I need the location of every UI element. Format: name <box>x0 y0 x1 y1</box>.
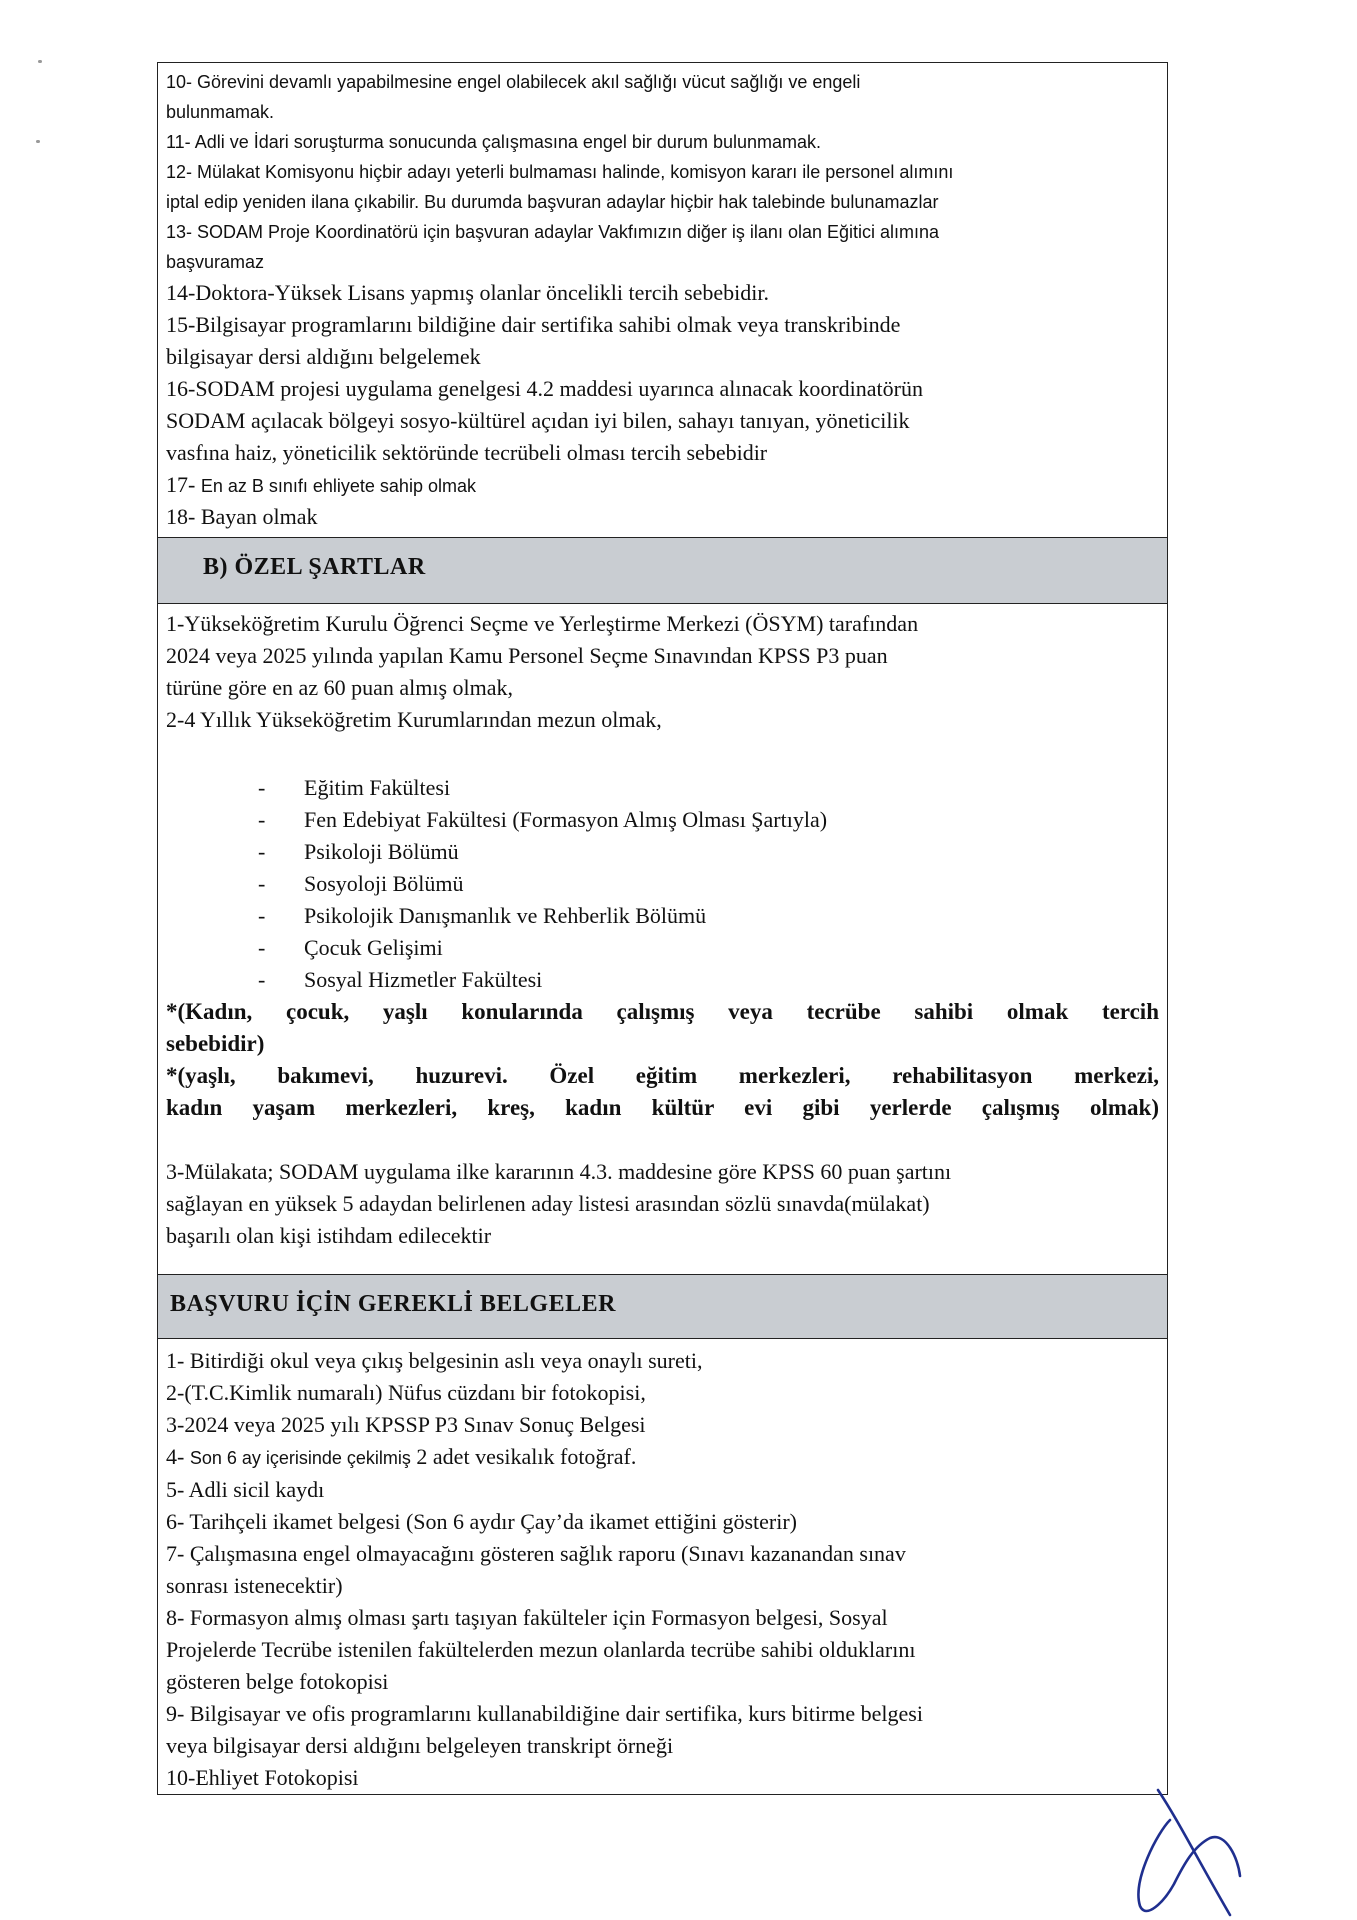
document-line: 2-(T.C.Kimlik numaralı) Nüfus cüzdanı bir fotokopisi, <box>166 1380 646 1405</box>
condition-line: 16-SODAM projesi uygulama genelgesi 4.2 maddesi uyarınca alınacak koordinatörün <box>166 376 923 401</box>
condition-line: 15-Bilgisayar programlarını bildiğine dair sertifika sahibi olmak veya transkribinde <box>166 312 901 337</box>
document-line-part: 2 adet vesikalık fotoğraf. <box>410 1444 637 1469</box>
condition-line: 11- Adli ve İdari soruşturma sonucunda çalışmasına engel bir durum bulunmamak. <box>166 132 821 152</box>
scan-speck <box>36 140 40 143</box>
document-line: 5- Adli sicil kaydı <box>166 1477 325 1502</box>
special-condition-line: 1-Yükseköğretim Kurulu Öğrenci Seçme ve Yerleştirme Merkezi (ÖSYM) tarafından <box>166 611 919 636</box>
general-conditions-list <box>166 67 1159 469</box>
document-line-part: Son 6 ay içerisinde çekilmiş <box>189 1448 411 1468</box>
document-line: sonrası istenecektir) <box>166 1573 343 1598</box>
document-line: Projelerde Tecrübe istenilen fakültelerden mezun olanlarda tecrübe sahibi olduklarını <box>166 1637 916 1662</box>
scan-speck <box>38 60 42 63</box>
condition-line: iptal edip yeniden ilana çıkabilir. Bu durumda başvuran adaylar hiçbir hak talebinde bulunamazlar <box>166 192 939 212</box>
faculty-item: - Psikolojik Danışmanlık ve Rehberlik Bölümü <box>166 900 1159 932</box>
document-line: veya bilgisayar dersi aldığını belgeleyen transkript örneği <box>166 1733 674 1758</box>
condition-line: 13- SODAM Proje Koordinatörü için başvuran adaylar Vakfımızın diğer iş ilanı olan Eğitici alımına <box>166 222 940 242</box>
faculty-item: - Fen Edebiyat Fakültesi (Formasyon Almış Olması Şartıyla) <box>166 804 1159 836</box>
signature-mark <box>1118 1780 1278 1920</box>
condition-line: vasfına haiz, yöneticilik sektöründe tecrübeli olması tercih sebebidir <box>166 440 768 465</box>
condition-item-17 <box>166 469 1159 501</box>
required-documents-list <box>166 1345 1159 1794</box>
interview-line: başarılı olan kişi istihdam edilecektir <box>166 1223 492 1248</box>
special-conditions-title: B) ÖZEL ŞARTLAR <box>203 554 426 580</box>
faculty-item: - Eğitim Fakültesi <box>166 772 1159 804</box>
required-documents-title: BAŞVURU İÇİN GEREKLİ BELGELER <box>170 1291 616 1317</box>
spacer <box>166 1124 1159 1156</box>
preference-note-line: *(yaşlı, bakımevi, huzurevi. Özel eğitim merkezleri, rehabilitasyon merkezi, <box>166 1063 1159 1088</box>
preference-note-line: kadın yaşam merkezleri, kreş, kadın kültür evi gibi yerlerde çalışmış olmak) <box>166 1095 1159 1120</box>
condition-line: bilgisayar dersi aldığını belgelemek <box>166 344 481 369</box>
general-conditions-cell <box>158 62 1167 537</box>
document-line: 6- Tarihçeli ikamet belgesi (Son 6 aydır Çay’da ikamet ettiğini gösterir) <box>166 1509 797 1534</box>
special-condition-line: 2024 veya 2025 yılında yapılan Kamu Personel Seçme Sınavından KPSS P3 puan <box>166 643 888 668</box>
special-condition-line: türüne göre en az 60 puan almış olmak, <box>166 675 514 700</box>
special-conditions-intro <box>166 608 1159 736</box>
special-condition-line: 2-4 Yıllık Yükseköğretim Kurumlarından mezun olmak, <box>166 707 662 732</box>
condition-item-18: 18- Bayan olmak <box>166 504 318 529</box>
faculty-item: - Çocuk Gelişimi <box>166 932 1159 964</box>
condition-line: 14-Doktora-Yüksek Lisans yapmış olanlar öncelikli tercih sebebidir. <box>166 280 770 305</box>
special-conditions-cell <box>158 603 1167 1274</box>
document-line <box>166 1441 1159 1474</box>
item-17-number: 17- <box>166 472 196 497</box>
preference-notes <box>166 996 1159 1124</box>
condition-line: 10- Görevini devamlı yapabilmesine engel olabilecek akıl sağlığı vücut sağlığı ve engeli <box>166 72 861 92</box>
condition-line: 12- Mülakat Komisyonu hiçbir adayı yeterli bulmaması halinde, komisyon kararı ile personel alımını <box>166 162 954 182</box>
document-line: 7- Çalışmasına engel olmayacağını gösteren sağlık raporu (Sınavı kazanandan sınav <box>166 1541 906 1566</box>
special-conditions-header <box>158 537 1167 603</box>
interview-line: 3-Mülakata; SODAM uygulama ilke kararının 4.3. maddesine göre KPSS 60 puan şartını <box>166 1159 952 1184</box>
faculty-item: - Sosyal Hizmetler Fakültesi <box>166 964 1159 996</box>
document-line: 1- Bitirdiği okul veya çıkış belgesinin aslı veya onaylı sureti, <box>166 1348 703 1373</box>
interview-line: sağlayan en yüksek 5 adaydan belirlenen aday listesi arasından sözlü sınavda(mülakat) <box>166 1191 930 1216</box>
document-line: gösteren belge fotokopisi <box>166 1669 389 1694</box>
faculty-item: - Psikoloji Bölümü <box>166 836 1159 868</box>
interview-paragraph <box>166 1156 1159 1252</box>
document-line: 10-Ehliyet Fotokopisi <box>166 1765 359 1790</box>
condition-line: bulunmamak. <box>166 102 275 122</box>
faculty-item: - Sosyoloji Bölümü <box>166 868 1159 900</box>
condition-line: SODAM açılacak bölgeyi sosyo-kültürel açıdan iyi bilen, sahayı tanıyan, yöneticilik <box>166 408 910 433</box>
required-documents-header <box>158 1274 1167 1338</box>
document-line-part: 4- <box>166 1444 190 1469</box>
condition-line: başvuramaz <box>166 252 265 272</box>
required-documents-cell <box>158 1338 1167 1795</box>
conditions-table <box>157 62 1168 1795</box>
item-17-text: En az B sınıfı ehliyete sahip olmak <box>200 476 476 496</box>
faculty-list <box>166 772 1159 996</box>
preference-note-line: *(Kadın, çocuk, yaşlı konularında çalışmış veya tecrübe sahibi olmak tercih <box>166 999 1159 1024</box>
document-line: 3-2024 veya 2025 yılı KPSSP P3 Sınav Sonuç Belgesi <box>166 1412 646 1437</box>
document-line: 9- Bilgisayar ve ofis programlarını kullanabildiğine dair sertifika, kurs bitirme belgesi <box>166 1701 923 1726</box>
document-line: 8- Formasyon almış olması şartı taşıyan fakülteler için Formasyon belgesi, Sosyal <box>166 1605 888 1630</box>
preference-note-line: sebebidir) <box>166 1031 265 1056</box>
